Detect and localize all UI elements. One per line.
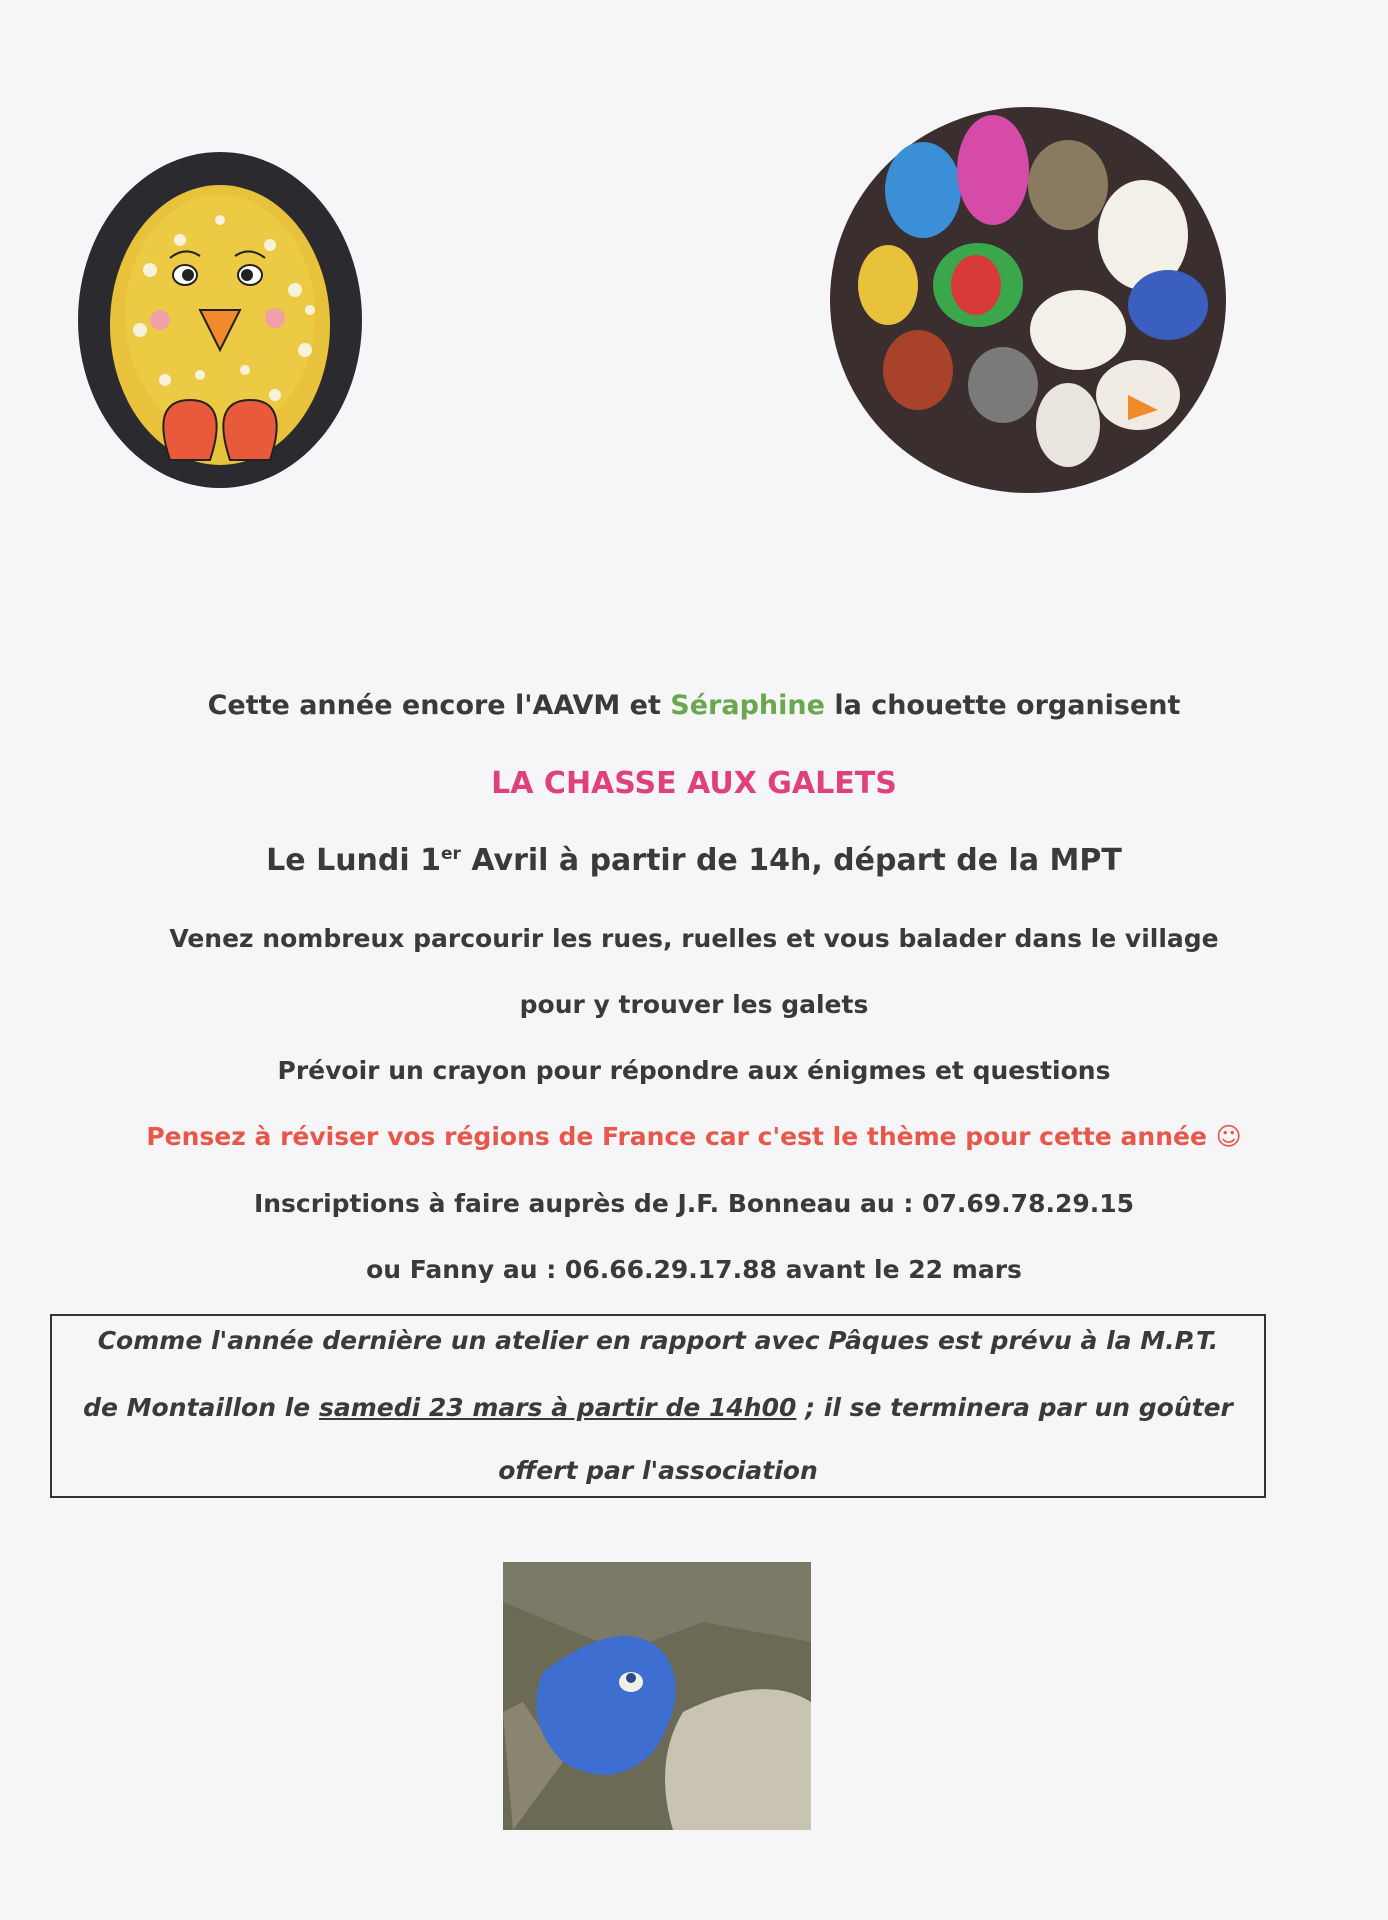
chick-stone-icon [70, 150, 370, 490]
atelier-box [50, 1314, 1266, 1498]
atelier-line-2 [52, 1393, 1264, 1422]
venez-line: Venez nombreux parcourir les rues, ruelles et vous balader dans le village [169, 924, 1219, 953]
blue-stone-photo-icon [503, 1562, 811, 1830]
date-after: Avril à partir de 14h, départ de la MPT [460, 843, 1122, 878]
event-title: LA CHASSE AUX GALETS [491, 766, 897, 801]
seraphine-name: Séraphine [670, 690, 825, 721]
fanny-line: ou Fanny au : 06.66.29.17.88 avant le 22 mars [366, 1255, 1022, 1284]
trouver-line: pour y trouver les galets [519, 990, 869, 1019]
intro-after: la chouette organisent [824, 690, 1181, 721]
theme-line: Pensez à réviser vos régions de France car c'est le thème pour cette année ☺ [146, 1122, 1242, 1151]
atelier-line-2-after: ; il se terminera par un goûter [796, 1393, 1233, 1422]
intro-line [0, 690, 1388, 721]
crayon-line: Prévoir un crayon pour répondre aux énigmes et questions [277, 1056, 1111, 1085]
atelier-line-2-before: de Montaillon le [83, 1393, 319, 1422]
atelier-line-1: Comme l'année dernière un atelier en rapport avec Pâques est prévu à la M.P.T. [97, 1326, 1219, 1355]
atelier-date: samedi 23 mars à partir de 14h00 [318, 1393, 797, 1422]
date-line [0, 843, 1388, 878]
date-sup: er [441, 844, 461, 864]
painted-stones-plate-icon [828, 105, 1228, 495]
intro-before: Cette année encore l'AAVM et [207, 690, 671, 721]
date-before: Le Lundi 1 [266, 843, 441, 878]
atelier-line-3: offert par l'association [498, 1456, 818, 1485]
inscriptions-line: Inscriptions à faire auprès de J.F. Bonneau au : 07.69.78.29.15 [253, 1189, 1135, 1218]
